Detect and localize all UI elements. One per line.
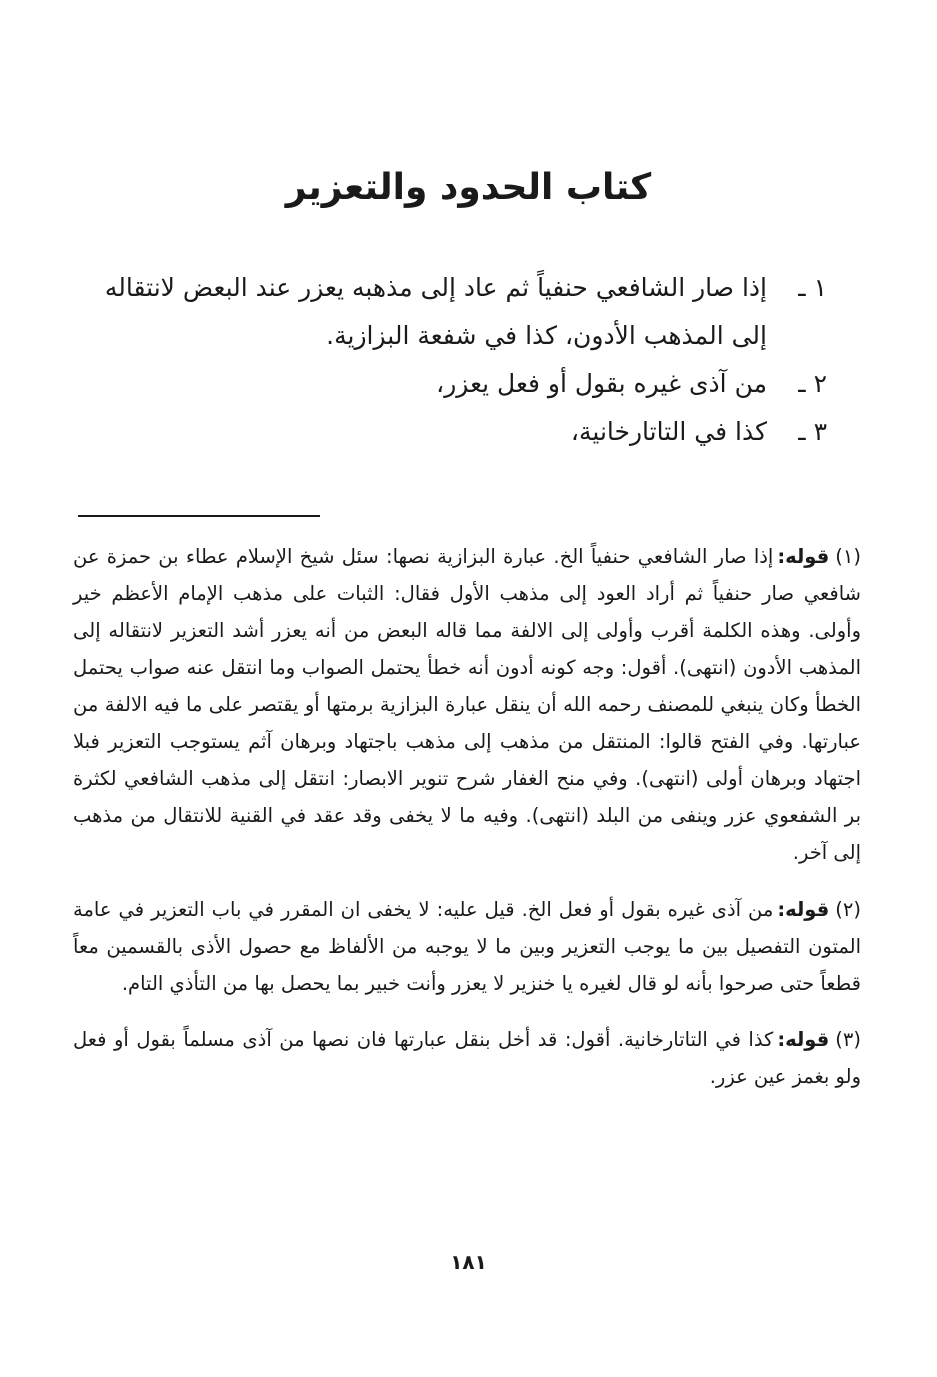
chapter-title: كتاب الحدود والتعزير [285, 167, 652, 208]
main-item [97, 408, 827, 456]
footnote-number: (١) [835, 545, 861, 568]
item-text: إذا صار الشافعي حنفياً ثم عاد إلى مذهبه يعزر عند البعض لانتقاله إلى المذهب الأدون، كذا في شفعة البزازية. [104, 273, 767, 350]
main-text [97, 264, 827, 456]
footnotes [73, 538, 861, 1101]
footnote-number: (٣) [835, 1028, 861, 1051]
item-number: ٢ ـ [798, 369, 827, 398]
item-text: من آذى غيره بقول أو فعل يعزر، [436, 369, 767, 398]
main-item [97, 264, 827, 360]
footnote-text: كذا في التاتارخانية. أقول: قد أخل بنقل عبارتها فان نصها من آذى مسلماً بقول أو فعل ولو بغمز عين عزر. [73, 1028, 861, 1088]
footnote-keyword: قوله: [777, 897, 830, 921]
footnote-text: إذا صار الشافعي حنفياً الخ. عبارة البزازية نصها: سئل شيخ الإسلام عطاء بن حمزة عن شافعي صار حنفياً ثم أراد العود إلى مذهب الأول فقال: الثبات على مذهب الإمام الأعظم خير وأولى. وهذه الكلمة أقرب وأولى إلى الالفة مما قاله البعض من أنه يعزر أشد التعزير لانتقاله إلى المذهب الأدون (انتهى). أقول: وجه كونه أدون أنه خطأ يحتمل الصواب وما انتقل عنه صواب يحتمل الخطأ وكان ينبغي للمصنف رحمه الله أن ينقل عبارة البزازية برمتها أو يقتصر على ما فيه الالفة من عبارتها. وفي الفتح قالوا: المنتقل من مذهب إلى مذهب باجتهاد وبرهان آثم يستوجب التعزير فبلا اجتهاد وبرهان أولى (انتهى). وفي منح الغفار شرح تنوير الابصار: انتقل إلى مذهب الشافعي لكثرة بر الشفعوي عزر وينفى من البلد (انتهى). وفيه ما لا يخفى وقد عقد في القنية للانتقال من مذهب إلى آخر. [73, 545, 861, 864]
main-item [97, 360, 827, 408]
footnote [73, 891, 861, 1002]
page-number: ١٨١ [450, 1250, 487, 1274]
footnote-text: من آذى غيره بقول أو فعل الخ. قيل عليه: لا يخفى ان المقرر في باب التعزير في عامة المتون التفصيل بين ما يوجب التعزير وبين ما لا يوجبه من الألفاظ مع حصول الأذى بالقسمين معاً قطعاً حتى صرحوا بأنه لو قال لغيره يا خنزير لا يعزر وأنت خبير بما يحصل بها من التأذي التام. [73, 897, 861, 995]
footnote-keyword: قوله: [777, 1028, 830, 1051]
footnote-keyword: قوله: [777, 545, 830, 568]
footnote-separator [78, 515, 320, 517]
item-text: كذا في التاتارخانية، [570, 417, 767, 446]
footnote [73, 538, 861, 871]
item-number: ٣ ـ [798, 417, 827, 446]
footnote-number: (٢) [835, 897, 861, 921]
item-number: ١ ـ [798, 273, 827, 302]
footnote [73, 1021, 861, 1095]
